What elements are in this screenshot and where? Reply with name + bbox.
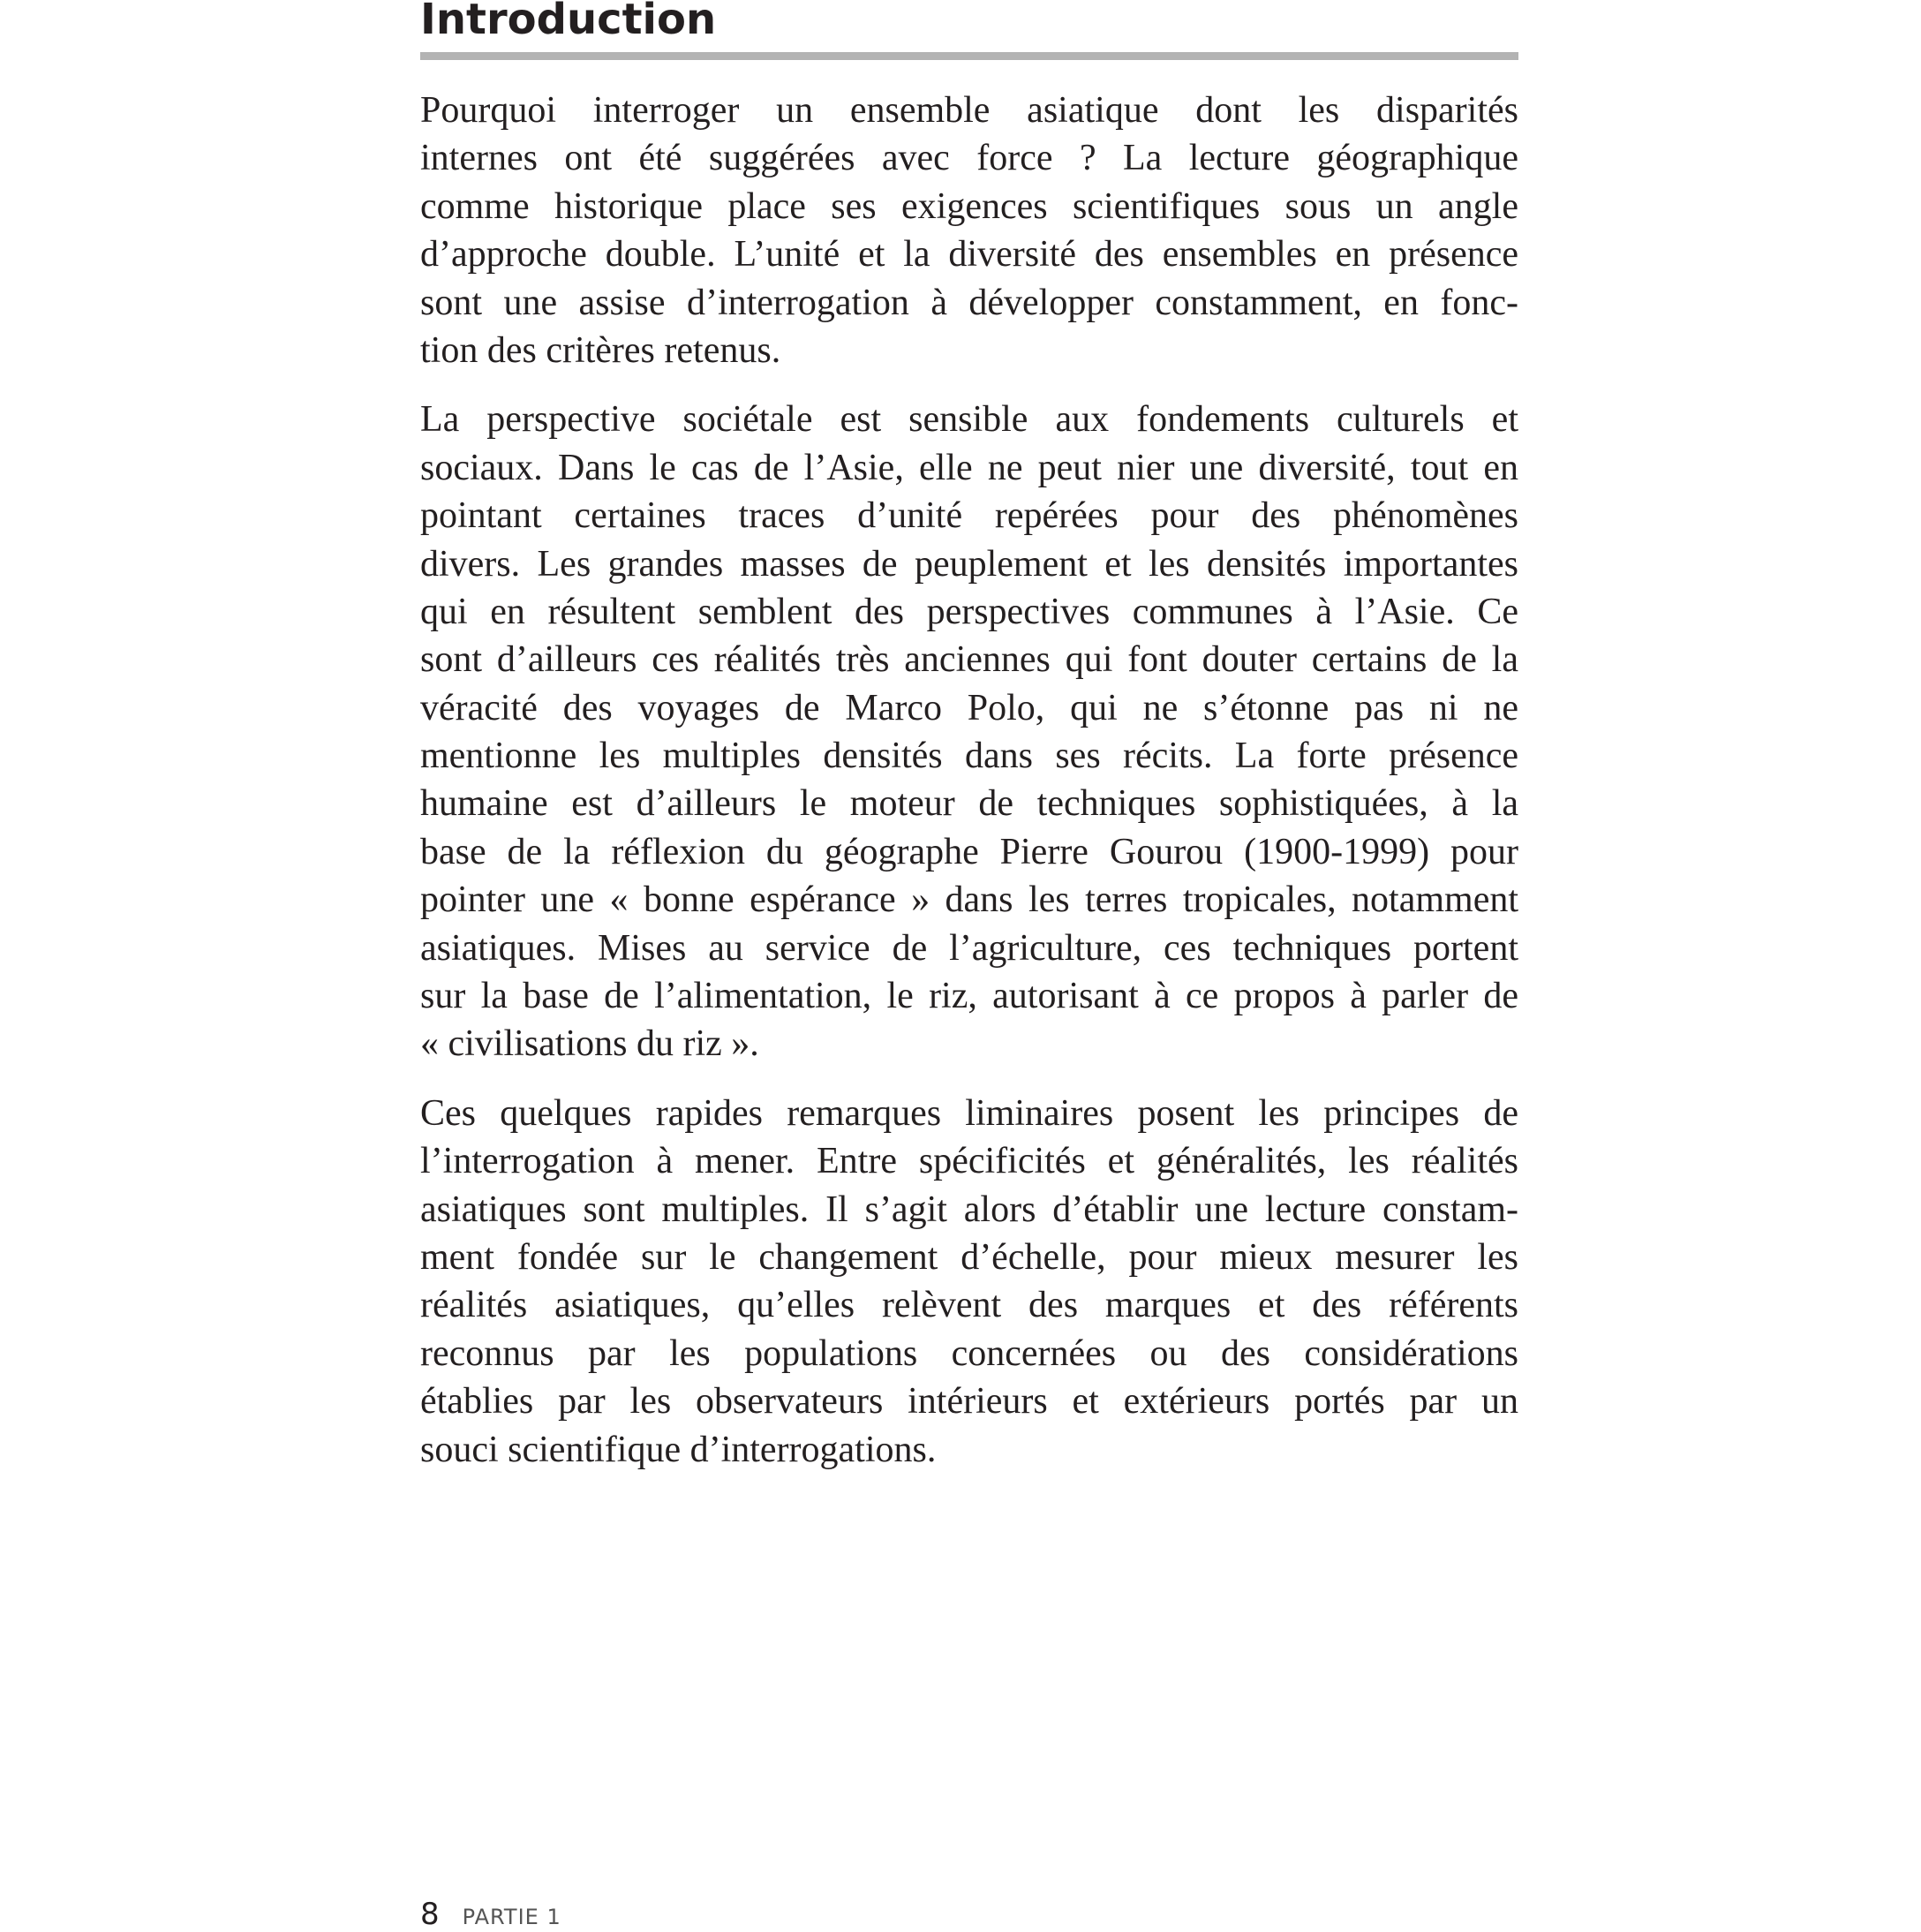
text-line: humaine est d’ailleurs le moteur de techniques sophistiquées, à la — [420, 783, 1518, 825]
text-line: réalités asiatiques, qu’elles relèvent des marques et des référents — [420, 1285, 1518, 1326]
text-line: sont d’ailleurs ces réalités très anciennes qui font douter certains de la — [420, 639, 1518, 681]
text-line: ment fondée sur le changement d’échelle, pour mieux mesurer les — [420, 1236, 1518, 1278]
text-line: véracité des voyages de Marco Polo, qui ne s’étonne pas ni ne — [420, 687, 1518, 728]
text-line: sur la base de l’alimentation, le riz, autorisant à ce propos à parler de — [420, 976, 1518, 1017]
text-line: Ces quelques rapides remarques liminaires posent les principes de — [420, 1092, 1518, 1134]
text-line: divers. Les grandes masses de peuplement et les densités importantes — [420, 543, 1518, 585]
text-line: sociaux. Dans le cas de l’Asie, elle ne peut nier une diversité, tout en — [420, 447, 1518, 488]
text-line: « civilisations du riz ». — [420, 1023, 759, 1065]
text-line: établies par les observateurs intérieurs et extérieurs portés par un — [420, 1381, 1518, 1423]
paragraph-1 — [420, 87, 1518, 374]
section-label: PARTIE 1 — [462, 1905, 561, 1929]
text-line: Pourquoi interroger un ensemble asiatique dont les disparités — [420, 90, 1518, 131]
text-line: qui en résultent semblent des perspectives communes à l’Asie. Ce — [420, 591, 1518, 632]
text-line: comme historique place ses exigences scientifiques sous un angle — [420, 185, 1518, 227]
text-line: La perspective sociétale est sensible aux fondements culturels et — [420, 399, 1518, 441]
body-text — [420, 87, 1518, 1495]
text-line: asiatiques sont multiples. Il s’agit alors d’établir une lecture constam- — [420, 1189, 1518, 1230]
text-line: souci scientifique d’interrogations. — [420, 1429, 937, 1470]
text-line: l’interrogation à mener. Entre spécificités et généralités, les réalités — [420, 1141, 1518, 1182]
text-line: reconnus par les populations concernées ou des considérations — [420, 1332, 1518, 1374]
text-line: sont une assise d’interrogation à développer constamment, en fonc- — [420, 282, 1518, 323]
page-footer — [420, 1897, 561, 1932]
page-number: 8 — [420, 1897, 440, 1932]
text-line: tion des critères retenus. — [420, 329, 781, 371]
text-line: internes ont été suggérées avec force ? La lecture géographique — [420, 138, 1518, 179]
paragraph-2 — [420, 396, 1518, 1068]
text-line: asiatiques. Mises au service de l’agriculture, ces techniques portent — [420, 927, 1518, 969]
text-line: pointant certaines traces d’unité repérées pour des phénomènes — [420, 495, 1518, 537]
text-line: pointer une « bonne espérance » dans les terres tropicales, notamment — [420, 879, 1518, 921]
title-divider — [420, 52, 1518, 60]
paragraph-3 — [420, 1090, 1518, 1474]
page-title: Introduction — [420, 0, 717, 44]
text-line: d’approche double. L’unité et la diversité des ensembles en présence — [420, 234, 1518, 275]
text-line: mentionne les multiples densités dans ses récits. La forte présence — [420, 736, 1518, 777]
text-line: base de la réflexion du géographe Pierre Gourou (1900-1999) pour — [420, 831, 1518, 872]
